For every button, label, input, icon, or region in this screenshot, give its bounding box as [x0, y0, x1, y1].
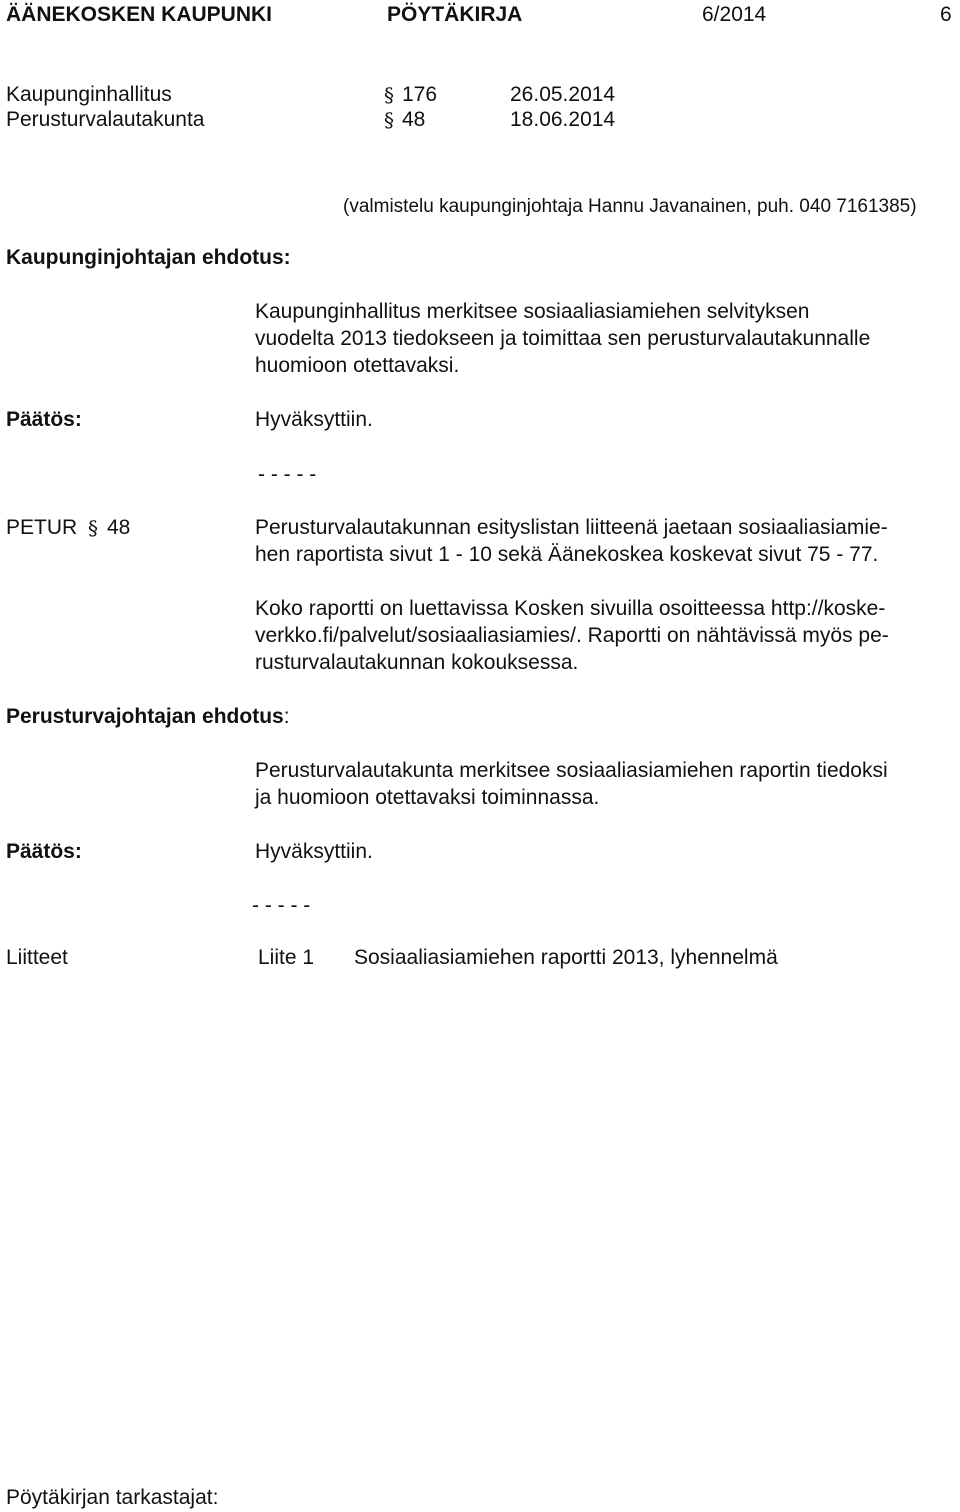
attachment-title: Sosiaaliasiamiehen raportti 2013, lyhennelmä [354, 946, 778, 969]
ref-date-kh: 26.05.2014 [510, 83, 616, 106]
petur-number: 48 [107, 516, 131, 539]
petur-decision: Hyväksyttiin. [255, 840, 373, 863]
preparer-note: (valmistelu kaupunginjohtaja Hannu Javanainen, puh. 040 7161385) [343, 196, 917, 217]
kh-proposal-line: huomioon otettavaksi. [255, 354, 460, 377]
kh-proposal-line: vuodelta 2013 tiedokseen ja toimittaa sen perusturvalautakunnalle [255, 327, 871, 350]
petur-proposal-label [6, 704, 290, 730]
attachment-id: Liite 1 [258, 946, 315, 969]
petur-para2-line: rusturvalautakunnan kokouksessa. [255, 651, 579, 674]
section-sign: § [88, 516, 98, 540]
ref-date-petur: 18.06.2014 [510, 108, 616, 131]
petur-decision-label: Päätös: [6, 840, 82, 863]
petur-para2-line: Koko raportti on luettavissa Kosken sivuilla osoitteessa http://koske- [255, 597, 886, 620]
petur-separator: - - - - - [252, 894, 311, 917]
page-number: 6 [940, 3, 952, 26]
petur-para1-line: Perusturvalautakunnan esityslistan liitteenä jaetaan sosiaaliasiamie- [255, 516, 888, 539]
issue-number: 6/2014 [702, 3, 767, 26]
petur-proposal-label-text: Perusturvajohtajan ehdotus [6, 705, 284, 728]
ref-number-kh: 176 [402, 83, 438, 106]
reviewers-label: Pöytäkirjan tarkastajat: [6, 1486, 219, 1509]
kh-proposal-label: Kaupunginjohtajan ehdotus: [6, 246, 291, 269]
kh-proposal-line: Kaupunginhallitus merkitsee sosiaaliasiamiehen selvityksen [255, 300, 810, 323]
petur-proposal-line: ja huomioon otettavaksi toiminnassa. [255, 786, 600, 809]
ref-number-petur: 48 [402, 108, 426, 131]
document-type: PÖYTÄKIRJA [387, 3, 523, 26]
attachments-label: Liitteet [6, 946, 68, 969]
ref-body-petur: Perusturvalautakunta [6, 108, 205, 131]
petur-label: PETUR [6, 516, 78, 539]
petur-proposal-line: Perusturvalautakunta merkitsee sosiaaliasiamiehen raportin tiedoksi [255, 759, 888, 782]
kh-decision: Hyväksyttiin. [255, 408, 373, 431]
ref-body-kh: Kaupunginhallitus [6, 83, 172, 106]
kh-decision-label: Päätös: [6, 408, 82, 431]
petur-para1-line: hen raportista sivut 1 - 10 sekä Äänekoskea koskevat sivut 75 - 77. [255, 543, 879, 566]
section-sign: § [384, 83, 394, 107]
petur-para2-line: verkko.fi/palvelut/sosiaaliasiamies/. Raportti on nähtävissä myös pe- [255, 624, 889, 647]
petur-proposal-label-colon: : [283, 705, 290, 728]
municipality-name: ÄÄNEKOSKEN KAUPUNKI [6, 3, 273, 26]
kh-separator: - - - - - [258, 463, 317, 486]
section-sign: § [384, 108, 394, 132]
